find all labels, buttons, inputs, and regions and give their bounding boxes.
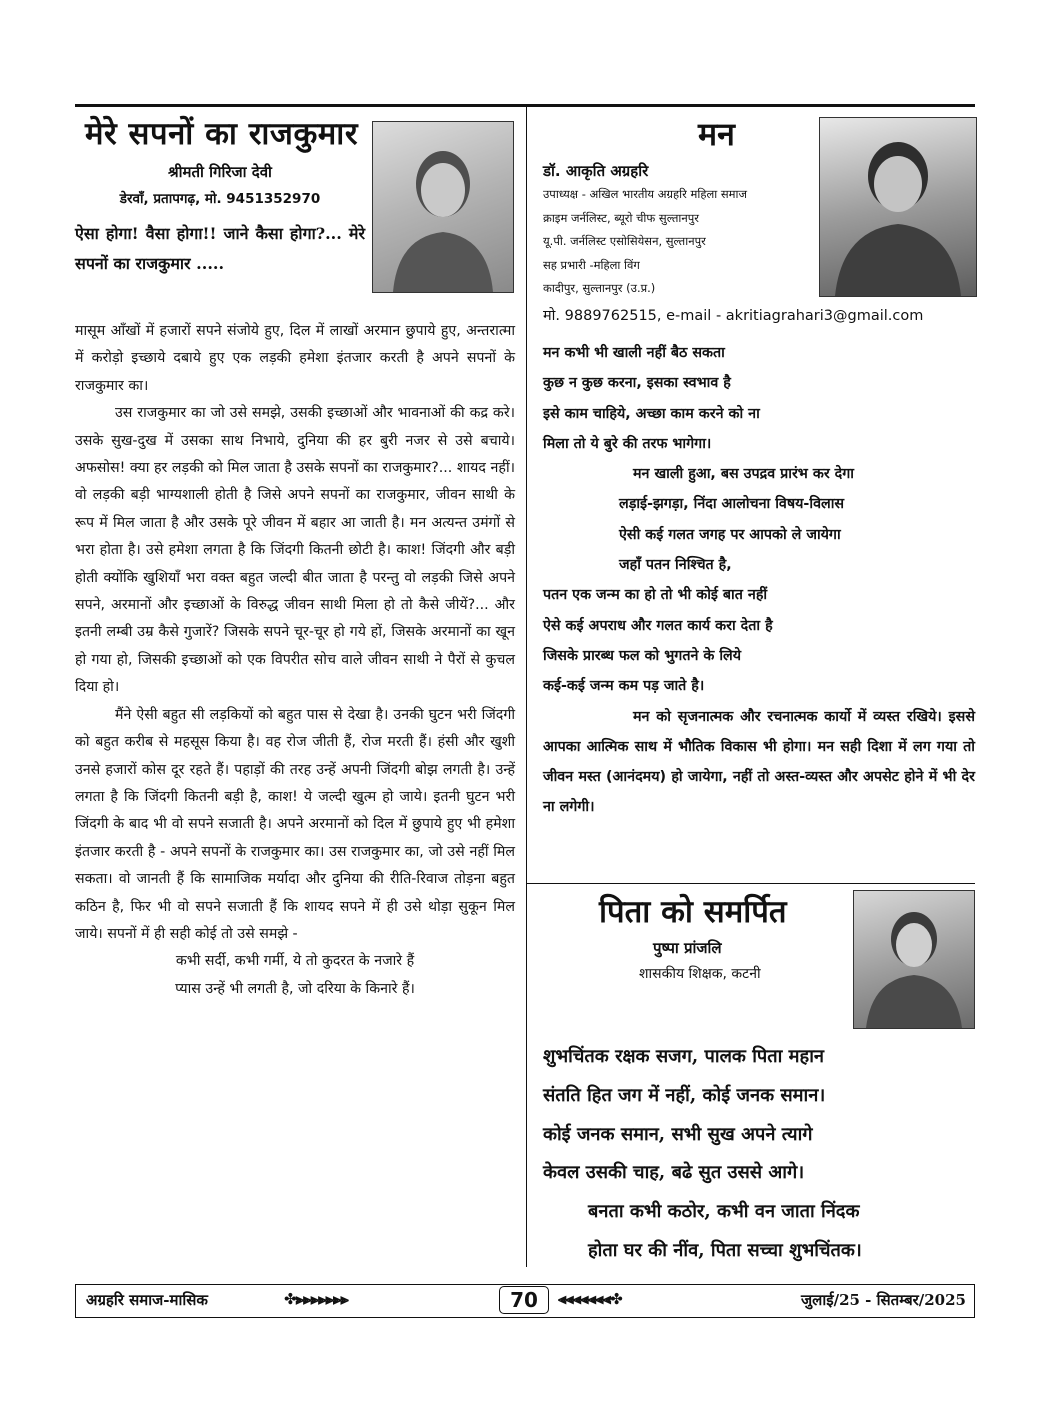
- verse-line: प्यास उन्हें भी लगती है, जो दरिया के किनारे हैं।: [175, 980, 415, 997]
- author-role: शासकीय शिक्षक, कटनी: [639, 966, 761, 982]
- author-photo: [372, 121, 514, 293]
- magazine-name: अग्रहरि समाज-मासिक: [86, 1291, 208, 1309]
- poem-line: ऐसी कई गलत जगह पर आपको ले जायेगा: [619, 526, 841, 543]
- role-line: कादीपुर, सुल्तानपुर (उ.प्र.): [543, 281, 656, 295]
- portrait-silhouette-icon: [820, 118, 976, 296]
- article-sapnon-ka-rajkumar: [75, 112, 515, 997]
- article-pita-ko-samarpit: [543, 890, 975, 1261]
- role-line: यू.पी. जर्नलिस्ट एसोसियेसन, सुल्तानपुर: [543, 234, 706, 248]
- poem-line: मन कभी भी खाली नहीं बैठ सकता: [543, 345, 725, 361]
- poem-line: मन खाली हुआ, बस उपद्रव प्रारंभ कर देगा: [633, 466, 854, 483]
- portrait-silhouette-icon: [854, 891, 974, 1028]
- poem-body: [543, 338, 975, 823]
- column-divider: [526, 107, 527, 1267]
- author-name: पुष्पा प्रांजलि: [653, 939, 722, 957]
- poem-line: केवल उसकी चाह, बढे सुत उससे आगे।: [543, 1162, 805, 1184]
- poem-line: जहाँ पतन निश्चित है,: [619, 557, 732, 574]
- paragraph: मासूम आँखों में हजारों सपने संजोये हुए, दिल में लाखों अरमान छुपाये हुए, अन्तरात्मा में करोड़ो इच्छाये दबाये हुए एक लड़की हमेशा इंतजार करती है अपने सपनों के राजकुमार का।: [75, 323, 515, 394]
- section-divider: [526, 883, 975, 884]
- poem-line: कोई जनक समान, सभी सुख अपने त्यागे: [543, 1123, 813, 1145]
- paragraph: उस राजकुमार का जो उसे समझे, उसकी इच्छाओं और भावनाओं की कद्र करे। उसके सुख-दुख में उसका साथ निभाये, दुनिया की हर बुरी नजर से उसे बचाये। अफसोस! क्या हर लड़की को मिल जाता है उसके सपनों का राजकुमार?... शायद नहीं। वो लड़की बड़ी भाग्यशाली होती है जिसे अपने सपनों का राजकुमार, जीवन साथी के रूप में मिल जाता है और उसके पूरे जीवन में बहार आ जाती है। मन अत्यन्त उमंगों से भरा होता है। उसे हमेशा लगता है कि जिंदगी कितनी छोटी है। काश! जिंदगी और बड़ी होती क्योंकि खुशियाँ भरा वक्त बहुत जल्दी बीत जाता है परन्तु वो लड़की जिसे अपने सपने, अरमानों और इच्छाओं के विरुद्ध जीवन साथी मिला हो तो कैसे जीयें?... और इतनी लम्बी उम्र कैसे गुजारें? जिसके सपने चूर-चूर हो गये हों, जिसके अरमानों का खून हो गया हो, जिसकी इच्छाओं को एक विपरीत सोच वाले जीवन साथी ने पैरों से कुचल दिया हो।: [75, 405, 515, 696]
- author-name: डॉ. आकृति अग्रहरि: [543, 162, 649, 180]
- article-title: मन: [698, 115, 735, 153]
- paragraph: मैंने ऐसी बहुत सी लड़कियों को बहुत पास से देखा है। उनकी घुटन भरी जिंदगी को बहुत करीब से महसूस किया है। वह रोज जीती हैं, रोज मरती हैं। हंसी और खुशी उनसे हजारों कोस दूर रहते हैं। पहाड़ों की तरह उन्हें अपनी जिंदगी बोझ लगती है। उन्हें लगता है कि जिंदगी कितनी बड़ी है, काश! ये जल्दी खुत्म हो जाये। इतनी घुटन भरी जिंदगी के बाद भी वो सपने सजाती है। अपने अरमानों को दिल में छुपाये हुए भी हमेशा इंतजार करती है - अपने सपनों के राजकुमार का। उस राजकुमार का, जो उसे नहीं मिल सकता। वो जानती हैं कि सामाजिक मर्यादा और दुनिया की रीति-रिवाज तोड़ना बहुत कठिन है, फिर भी वो सपने सजाती हैं कि शायद सपने में ही उसे थोड़ा सुकून मिल जाये। सपनों में ही सही कोई तो उसे समझे -: [75, 706, 515, 942]
- poem-line: लड़ाई-झगड़ा, निंदा आलोचना विषय-विलास: [619, 496, 845, 513]
- verse-line: कभी सर्दी, कभी गर्मी, ये तो कुदरत के नजारे हैं: [175, 953, 415, 970]
- poem-line: पतन एक जन्म का हो तो भी कोई बात नहीं: [543, 587, 768, 604]
- role-line: उपाध्यक्ष - अखिल भारतीय अग्रहरि महिला समाज: [543, 187, 748, 201]
- teaser-text: ऐसा होगा! वैसा होगा!! जाने कैसा होगा?... मेरे सपनों का राजकुमार .....: [75, 224, 365, 273]
- author-name: श्रीमती गिरिजा देवी: [168, 163, 272, 181]
- author-photo: [819, 117, 977, 297]
- poem-line: होता घर की नींव, पिता सच्चा शुभचिंतक।: [588, 1239, 862, 1261]
- ornament-left-icon: ✤⫸⫸⫸⫸⫸⫸⫸: [284, 1290, 348, 1308]
- poem-line: जिसके प्रारब्ध फल को भुगतने के लिये: [543, 647, 742, 664]
- poem-line: शुभचिंतक रक्षक सजग, पालक पिता महान: [543, 1046, 825, 1067]
- author-address: डेरवाँ, प्रतापगढ़, मो. 9451352970: [119, 191, 321, 207]
- article-title: मेरे सपनों का राजकुमार: [85, 116, 358, 152]
- portrait-silhouette-icon: [373, 122, 513, 292]
- poem-line: इसे काम चाहिये, अच्छा काम करने को ना: [543, 405, 760, 422]
- poem-line: संतति हित जग में नहीं, कोई जनक समान।: [543, 1084, 826, 1106]
- article-title: पिता को समर्पित: [599, 894, 787, 930]
- role-line: सह प्रभारी -महिला विंग: [543, 257, 640, 272]
- page-number: 70: [499, 1286, 549, 1314]
- ornament-right-icon: ⫷⫷⫷⫷⫷⫷⫷✤: [558, 1290, 622, 1308]
- top-rule: [75, 104, 975, 107]
- poem-body: [543, 1038, 975, 1271]
- issue-date: जुलाई/25 - सितम्बर/2025: [801, 1291, 966, 1309]
- poem-line: ऐसे कई अपराध और गलत कार्य करा देता है: [543, 617, 773, 634]
- role-line: क्राइम जर्नलिस्ट, ब्यूरो चीफ सुल्तानपुर: [543, 210, 699, 225]
- article-body: [75, 318, 515, 1003]
- poem-line: कुछ न कुछ करना, इसका स्वभाव है: [543, 375, 731, 392]
- poem-line: कई-कई जन्म कम पड़ जाते है।: [543, 678, 705, 695]
- article-man: [543, 112, 975, 816]
- author-photo: [853, 890, 975, 1029]
- closing-paragraph: मन को सृजनात्मक और रचनात्मक कार्यो में व्यस्त रखिये। इससे आपका आत्मिक साथ में भौतिक विकास भी होगा। मन सही दिशा में लग गया तो जीवन मस्त (आनंदमय) हो जायेगा, नहीं तो अस्त-व्यस्त और अपसेट होने में भी देर ना लगेगी।: [543, 708, 975, 816]
- author-contact: मो. 9889762515, e-mail - akritiagrahari3@gmail.com: [543, 307, 924, 324]
- page-footer: [75, 1284, 975, 1318]
- poem-line: मिला तो ये बुरे की तरफ भागेगा।: [543, 435, 712, 452]
- poem-line: बनता कभी कठोर, कभी वन जाता निंदक: [588, 1201, 860, 1223]
